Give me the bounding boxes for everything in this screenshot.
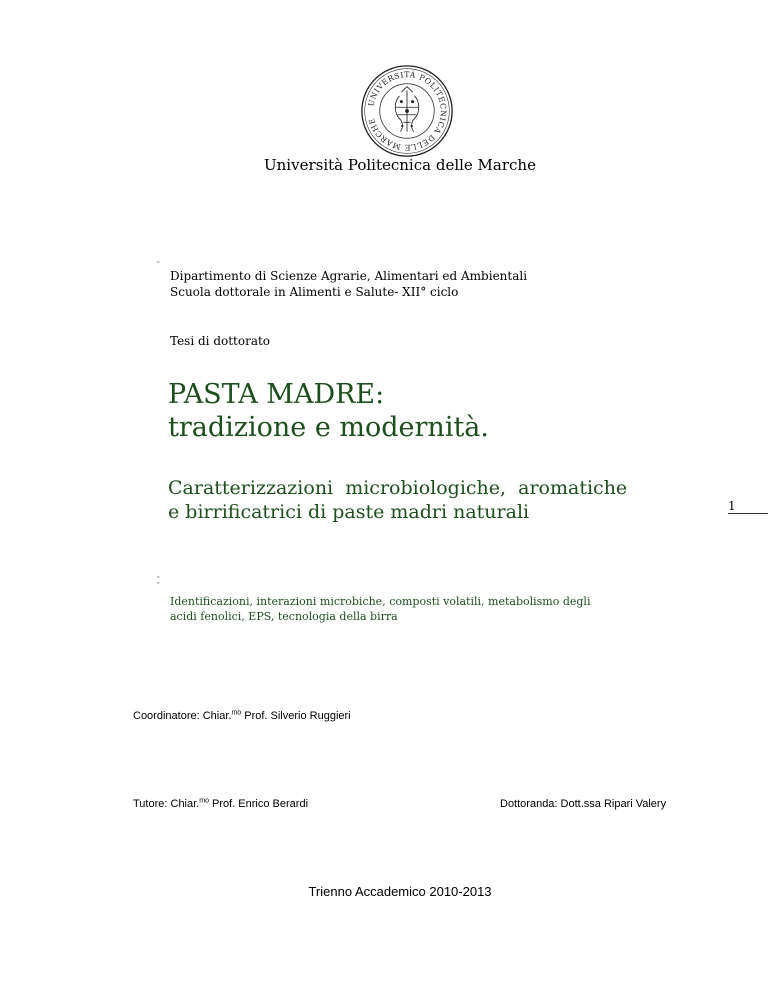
coordinator-title-sup: mo xyxy=(231,709,242,717)
page-number-rule xyxy=(728,513,768,514)
margin-mark-lower-1: " xyxy=(157,576,160,583)
university-seal-logo xyxy=(360,64,454,158)
margin-mark-lower-2: " xyxy=(157,582,160,589)
thesis-subtitle xyxy=(168,476,627,524)
thesis-title-line-1: PASTA MADRE: xyxy=(168,379,385,410)
coordinator-line xyxy=(133,710,351,722)
department-name: Dipartimento di Scienze Agrarie, Alimentari ed Ambientali xyxy=(170,269,528,283)
margin-mark-upper: " xyxy=(157,261,160,268)
keywords-line-2: acidi fenolici, EPS, tecnologia della birra xyxy=(170,610,398,623)
thesis-subtitle-line-1: Caratterizzazioni microbiologiche, aromatiche xyxy=(168,477,628,499)
thesis-title-line-2: tradizione e modernità. xyxy=(168,412,489,443)
tutor-title-sup: mo xyxy=(199,797,209,805)
academic-years: Trienno Accademico 2010-2013 xyxy=(308,884,492,899)
coordinator-prefix: Coordinatore: Chiar. xyxy=(133,710,232,722)
thesis-label: Tesi di dottorato xyxy=(170,334,271,348)
keywords-block xyxy=(170,594,670,624)
thesis-subtitle-line-2: e birrificatrici di paste madri naturali xyxy=(168,501,530,523)
doctoral-school: Scuola dottorale in Alimenti e Salute- XII° ciclo xyxy=(170,285,459,299)
keywords-line-1: Identificazioni, interazioni microbiche, composti volatili, metabolismo degli xyxy=(170,595,591,608)
seal-ring-text: UNIVERSITÀ POLITECNICA DELLE MARCHE xyxy=(366,70,448,152)
tutor-line xyxy=(133,798,308,810)
coordinator-name: Prof. Silverio Ruggieri xyxy=(241,710,351,722)
candidate-line: Dottoranda: Dott.ssa Ripari Valery xyxy=(500,798,667,810)
tutor-prefix: Tutore: Chiar. xyxy=(133,798,200,810)
page-number: 1 xyxy=(728,499,736,513)
university-name: Università Politecnica delle Marche xyxy=(264,156,536,174)
department-block xyxy=(170,268,527,300)
thesis-title xyxy=(168,378,489,444)
tutor-name: Prof. Enrico Berardi xyxy=(208,798,309,810)
